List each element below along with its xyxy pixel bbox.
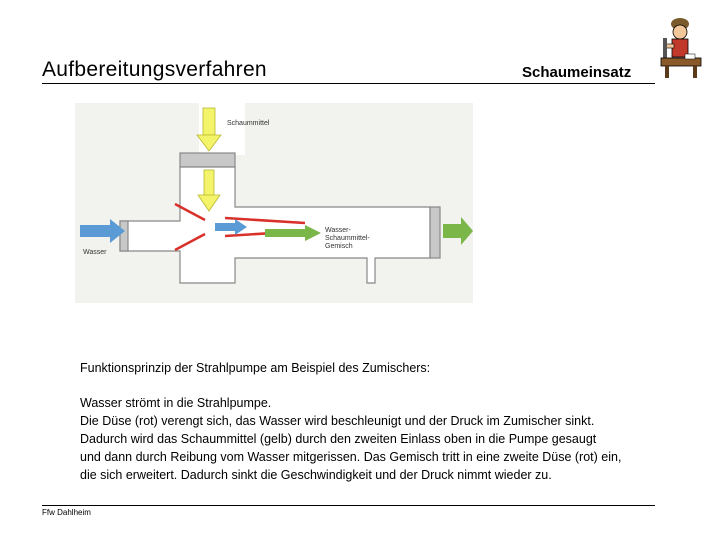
explanation-line: Dadurch wird das Schaummittel (gelb) durch den zweiten Einlass oben in die Pumpe gesaugt — [80, 432, 597, 446]
explanation-line: und dann durch Reibung vom Wasser mitgerissen. Das Gemisch tritt in eine zweite Düse (rot) ein, — [80, 450, 622, 464]
explanation-line: Wasser strömt in die Strahlpumpe. — [80, 396, 272, 410]
page-title: Aufbereitungsverfahren — [42, 58, 267, 81]
label-water: Wasser — [83, 249, 107, 256]
explanation-line: die sich erweitert. Dadurch sinkt die Geschwindigkeit und der Druck nimmt wieder zu. — [80, 468, 552, 482]
label-mix-2: Schaummittel- — [325, 235, 370, 242]
footer-divider — [42, 505, 655, 506]
explanation-text — [80, 394, 700, 484]
label-foam: Schaummittel — [227, 120, 270, 127]
section-subtitle: Schaumeinsatz — [522, 64, 632, 81]
header-divider — [42, 83, 655, 84]
diagram-caption: Funktionsprinzip der Strahlpumpe am Beispiel des Zumischers: — [80, 361, 431, 375]
label-mix-1: Wasser- — [325, 227, 351, 234]
firefighter-mascot-logo — [655, 14, 705, 82]
footer-text: Ffw Dahlheim — [42, 508, 91, 517]
diagram-background — [75, 103, 473, 303]
explanation-line: Die Düse (rot) verengt sich, das Wasser wird beschleunigt und der Druck im Zumischer sinkt. — [80, 414, 595, 428]
label-mix-3: Gemisch — [325, 243, 353, 250]
jet-pump-diagram — [75, 103, 473, 303]
